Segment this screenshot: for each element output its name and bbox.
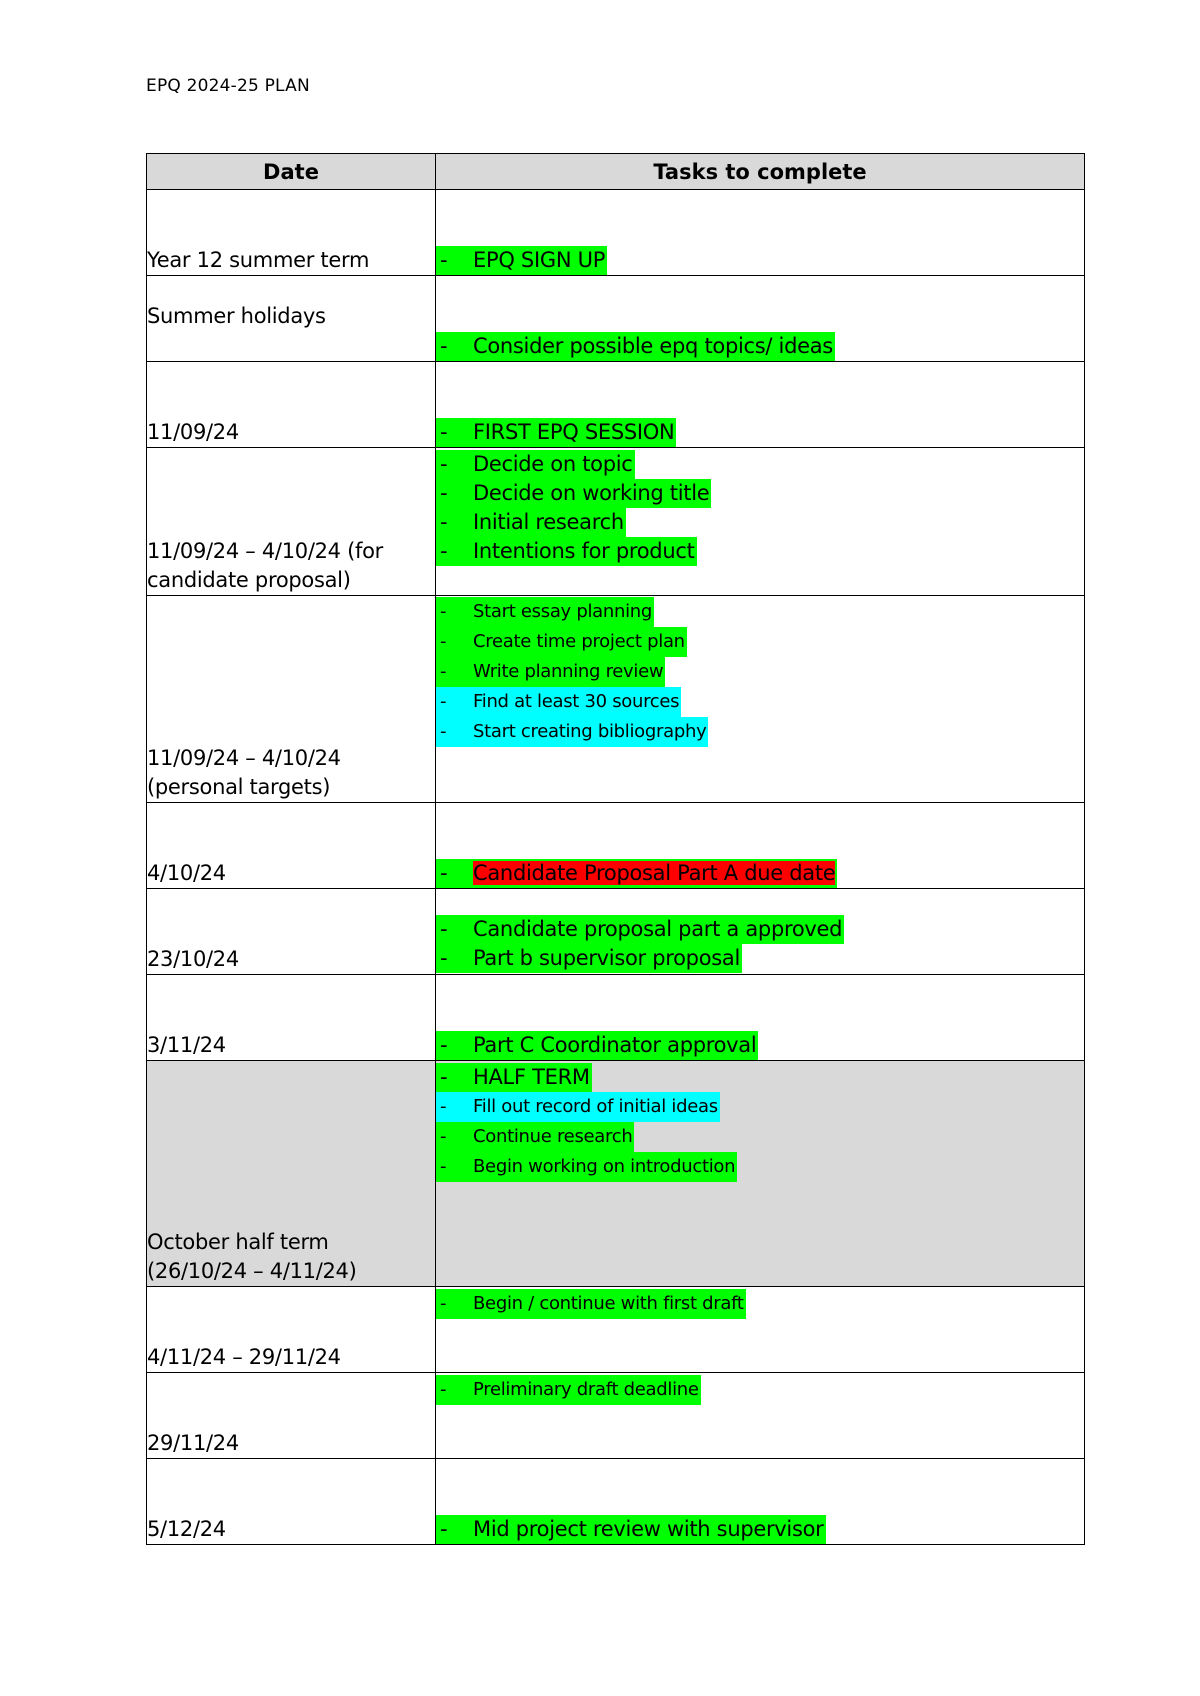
bullet-dash: - bbox=[440, 1126, 447, 1147]
date-text: 3/11/24 bbox=[147, 1033, 226, 1057]
task-item bbox=[436, 915, 1084, 944]
task-item bbox=[436, 479, 1084, 508]
bullet-dash: - bbox=[440, 420, 448, 444]
epq-plan-table bbox=[146, 153, 1085, 1545]
date-cell bbox=[147, 1061, 436, 1287]
date-text: 5/12/24 bbox=[147, 1517, 226, 1541]
date-cell bbox=[147, 448, 436, 596]
task-text: Candidate proposal part a approved bbox=[473, 917, 843, 941]
task-text: Begin working on introduction bbox=[473, 1156, 736, 1177]
date-cell bbox=[147, 276, 436, 362]
date-cell bbox=[147, 190, 436, 276]
date-text: 11/09/24 – 4/10/24 (for bbox=[147, 539, 383, 563]
task-item bbox=[436, 1515, 1084, 1544]
date-text: Year 12 summer term bbox=[147, 248, 370, 272]
table-row bbox=[147, 803, 1085, 889]
bullet-dash: - bbox=[440, 946, 448, 970]
task-item bbox=[436, 1289, 1084, 1319]
task-item bbox=[436, 717, 1084, 747]
bullet-dash: - bbox=[440, 691, 447, 712]
bullet-dash: - bbox=[440, 510, 448, 534]
task-item bbox=[436, 537, 1084, 566]
task-item bbox=[436, 1375, 1084, 1405]
task-text: Decide on topic bbox=[473, 452, 633, 476]
date-text: (26/10/24 – 4/11/24) bbox=[147, 1259, 357, 1283]
date-cell bbox=[147, 1287, 436, 1373]
date-text: Summer holidays bbox=[147, 304, 326, 328]
date-text: candidate proposal) bbox=[147, 568, 351, 592]
bullet-dash: - bbox=[440, 861, 448, 885]
date-text: 11/09/24 bbox=[147, 420, 239, 444]
task-cell bbox=[436, 1061, 1085, 1287]
task-text: Find at least 30 sources bbox=[473, 691, 680, 712]
task-cell bbox=[436, 276, 1085, 362]
date-cell bbox=[147, 803, 436, 889]
date-text: 4/10/24 bbox=[147, 861, 226, 885]
bullet-dash: - bbox=[440, 1379, 447, 1400]
task-item bbox=[436, 1092, 1084, 1122]
task-cell bbox=[436, 596, 1085, 803]
bullet-dash: - bbox=[440, 917, 448, 941]
task-text: EPQ SIGN UP bbox=[473, 248, 606, 272]
date-column-header: Date bbox=[147, 154, 436, 190]
date-cell bbox=[147, 362, 436, 448]
date-cell bbox=[147, 889, 436, 975]
bullet-dash: - bbox=[440, 631, 447, 652]
bullet-dash: - bbox=[440, 601, 447, 622]
table-row bbox=[147, 1459, 1085, 1545]
task-item bbox=[436, 246, 1084, 275]
task-item bbox=[436, 859, 1084, 888]
table-row bbox=[147, 889, 1085, 975]
task-item bbox=[436, 508, 1084, 537]
bullet-dash: - bbox=[440, 481, 448, 505]
task-text: Part b supervisor proposal bbox=[473, 946, 741, 970]
table-header-row bbox=[147, 154, 1085, 190]
date-text: 4/11/24 – 29/11/24 bbox=[147, 1345, 341, 1369]
task-text: Intentions for product bbox=[473, 539, 695, 563]
task-text: Mid project review with supervisor bbox=[473, 1517, 824, 1541]
task-text: Write planning review bbox=[473, 661, 664, 682]
task-text: Consider possible epq topics/ ideas bbox=[473, 334, 833, 358]
bullet-dash: - bbox=[440, 1293, 447, 1314]
task-item bbox=[436, 657, 1084, 687]
task-item bbox=[436, 944, 1084, 973]
date-text: 29/11/24 bbox=[147, 1431, 239, 1455]
tasks-column-header: Tasks to complete bbox=[436, 154, 1085, 190]
task-item bbox=[436, 450, 1084, 479]
bullet-dash: - bbox=[440, 721, 447, 742]
bullet-dash: - bbox=[440, 1033, 448, 1057]
table-row bbox=[147, 448, 1085, 596]
table-row bbox=[147, 190, 1085, 276]
date-cell bbox=[147, 596, 436, 803]
date-text: 23/10/24 bbox=[147, 947, 239, 971]
task-cell bbox=[436, 1287, 1085, 1373]
bullet-dash: - bbox=[440, 248, 448, 272]
task-item bbox=[436, 1031, 1084, 1060]
date-cell bbox=[147, 1459, 436, 1545]
task-text: Decide on working title bbox=[473, 481, 710, 505]
table-row bbox=[147, 276, 1085, 362]
bullet-dash: - bbox=[440, 1065, 448, 1089]
task-cell bbox=[436, 1459, 1085, 1545]
task-text: Begin / continue with first draft bbox=[473, 1293, 744, 1314]
task-text: Continue research bbox=[473, 1126, 633, 1147]
task-cell bbox=[436, 1373, 1085, 1459]
task-item bbox=[436, 1152, 1084, 1182]
task-cell bbox=[436, 190, 1085, 276]
bullet-dash: - bbox=[440, 334, 448, 358]
task-text: Initial research bbox=[473, 510, 624, 534]
date-cell bbox=[147, 1373, 436, 1459]
table-row bbox=[147, 1061, 1085, 1287]
task-cell bbox=[436, 803, 1085, 889]
bullet-dash: - bbox=[440, 539, 448, 563]
date-cell bbox=[147, 975, 436, 1061]
bullet-dash: - bbox=[440, 452, 448, 476]
task-text: Preliminary draft deadline bbox=[473, 1379, 699, 1400]
table-row bbox=[147, 596, 1085, 803]
bullet-dash: - bbox=[440, 661, 447, 682]
date-text: October half term bbox=[147, 1230, 329, 1254]
task-item bbox=[436, 1063, 1084, 1092]
task-cell bbox=[436, 889, 1085, 975]
task-cell bbox=[436, 975, 1085, 1061]
task-text: Create time project plan bbox=[473, 631, 685, 652]
task-cell bbox=[436, 362, 1085, 448]
task-item bbox=[436, 627, 1084, 657]
bullet-dash: - bbox=[440, 1156, 447, 1177]
task-text: Part C Coordinator approval bbox=[473, 1033, 757, 1057]
table-row bbox=[147, 1373, 1085, 1459]
date-text: (personal targets) bbox=[147, 775, 331, 799]
task-item bbox=[436, 597, 1084, 627]
table-row bbox=[147, 1287, 1085, 1373]
task-item bbox=[436, 332, 1084, 361]
table-row bbox=[147, 975, 1085, 1061]
table-row bbox=[147, 362, 1085, 448]
task-text: HALF TERM bbox=[473, 1065, 590, 1089]
task-text: Fill out record of initial ideas bbox=[473, 1096, 718, 1117]
task-text: Candidate Proposal Part A due date bbox=[473, 861, 836, 885]
task-item bbox=[436, 418, 1084, 447]
bullet-dash: - bbox=[440, 1096, 447, 1117]
task-item bbox=[436, 687, 1084, 717]
document-header: EPQ 2024-25 PLAN bbox=[146, 76, 310, 96]
task-item bbox=[436, 1122, 1084, 1152]
task-text: Start creating bibliography bbox=[473, 721, 707, 742]
bullet-dash: - bbox=[440, 1517, 448, 1541]
date-text: 11/09/24 – 4/10/24 bbox=[147, 746, 341, 770]
task-cell bbox=[436, 448, 1085, 596]
task-text: FIRST EPQ SESSION bbox=[473, 420, 675, 444]
task-text: Start essay planning bbox=[473, 601, 653, 622]
